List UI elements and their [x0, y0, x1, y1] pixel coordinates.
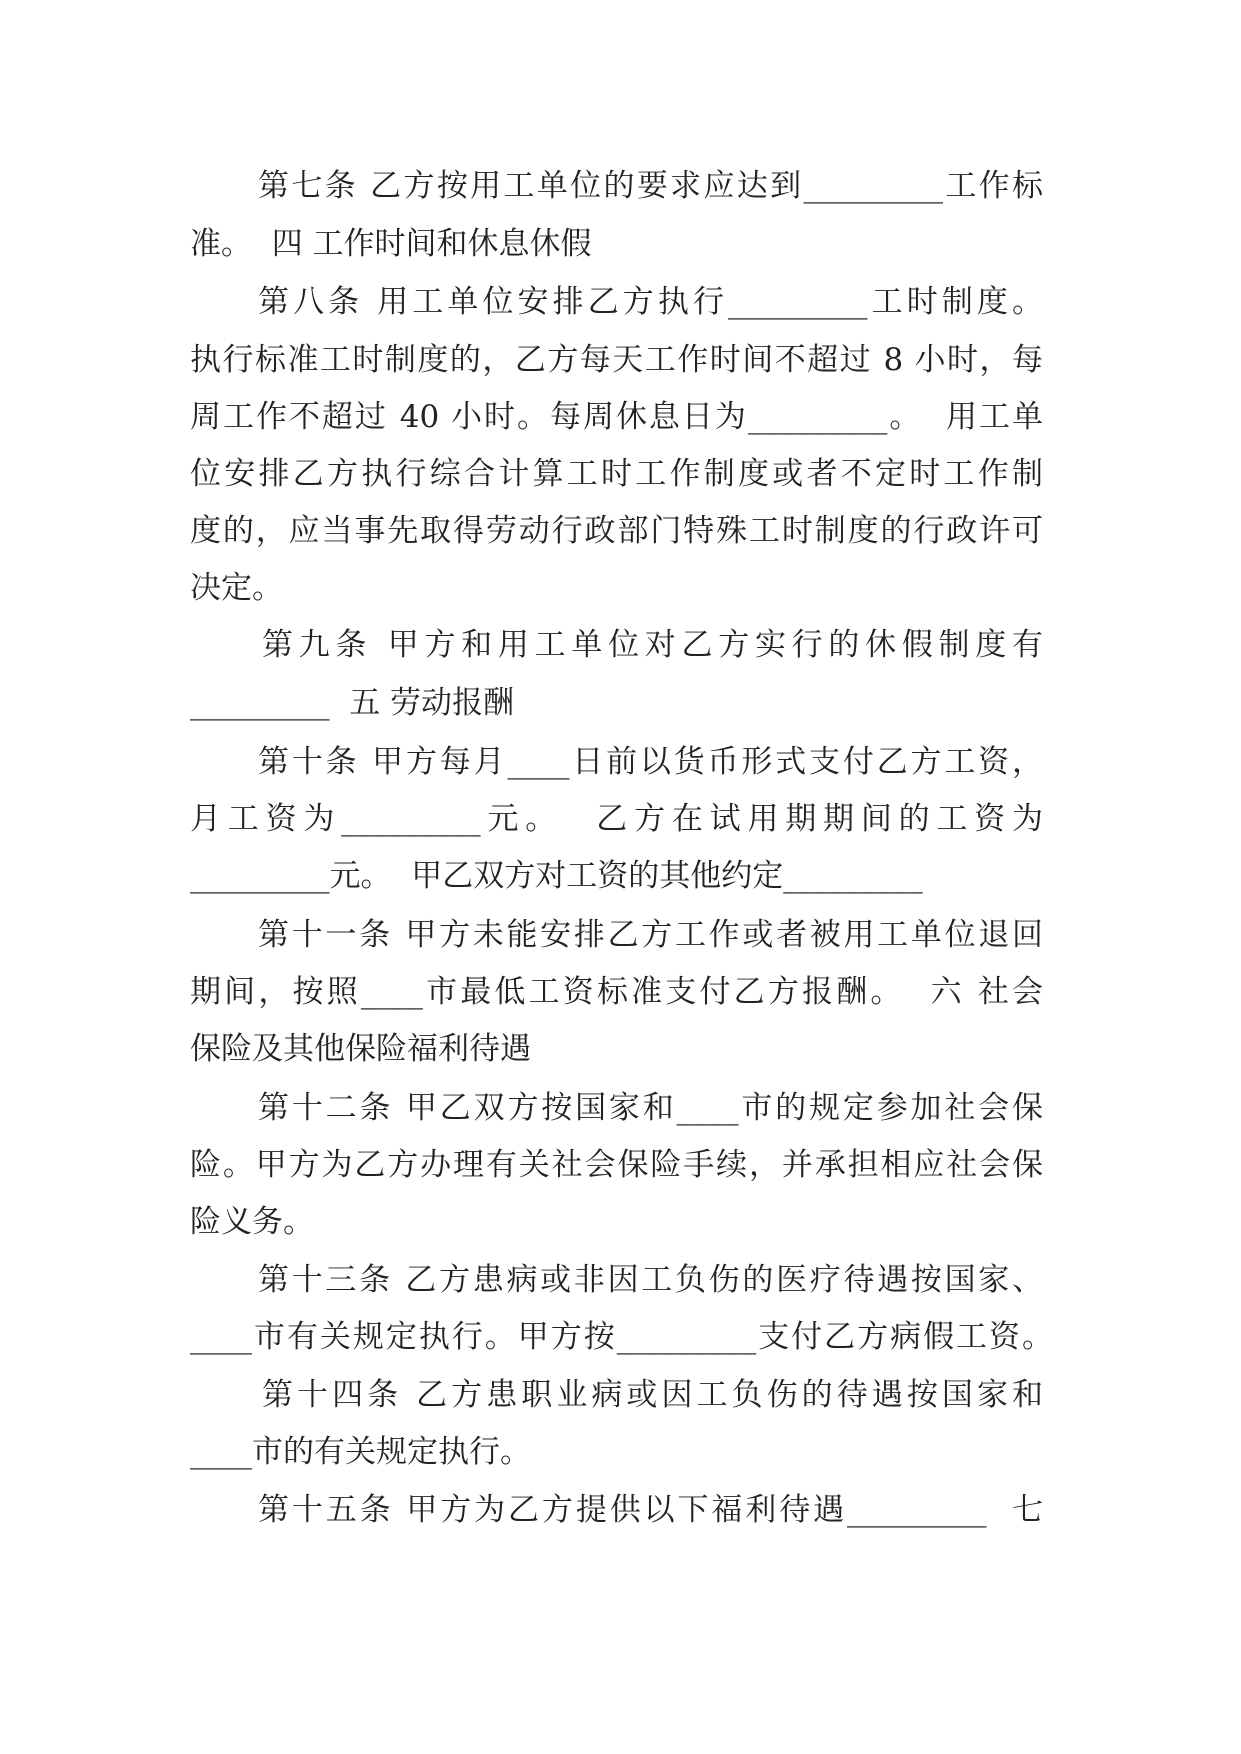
text-line: 第七条 乙方按用工单位的要求应达到_________工作标: [258, 168, 1043, 204]
text-line: 位安排乙方执行综合计算工时工作制度或者不定时工作制: [190, 456, 1043, 492]
text-line: 第九条 甲方和用工单位对乙方实行的休假制度有: [262, 627, 1043, 663]
text-line: 月工资为_________元。 乙方在试用期期间的工资为: [190, 801, 1043, 837]
text-line: 第十一条 甲方未能安排乙方工作或者被用工单位退回: [258, 917, 1043, 953]
text-line: 第十五条 甲方为乙方提供以下福利待遇_________ 七: [258, 1492, 1043, 1528]
text-line: ____市的有关规定执行。: [190, 1434, 531, 1470]
text-line: 第八条 用工单位安排乙方执行_________工时制度。: [258, 284, 1043, 320]
text-line: 周工作不超过 40 小时。每周休息日为_________。 用工单: [190, 399, 1043, 435]
text-line: _________ 五 劳动报酬: [190, 685, 515, 721]
text-line: 决定。: [190, 570, 283, 606]
text-line: 险义务。: [190, 1204, 314, 1240]
text-line: 准。 四 工作时间和休息休假: [190, 226, 592, 262]
text-line: 第十四条 乙方患职业病或因工负伤的待遇按国家和: [262, 1377, 1043, 1413]
text-line: 度的，应当事先取得劳动行政部门特殊工时制度的行政许可: [190, 513, 1043, 549]
text-line: 险。甲方为乙方办理有关社会保险手续，并承担相应社会保: [190, 1147, 1043, 1183]
text-line: 执行标准工时制度的，乙方每天工作时间不超过 8 小时，每: [190, 342, 1043, 378]
text-line: _________元。 甲乙双方对工资的其他约定_________: [190, 858, 923, 894]
text-line: 期间，按照____市最低工资标准支付乙方报酬。 六 社会: [190, 974, 1043, 1010]
text-line: 第十条 甲方每月____日前以货币形式支付乙方工资，: [258, 744, 1043, 780]
text-line: 保险及其他保险福利待遇: [190, 1031, 531, 1067]
text-line: 第十二条 甲乙双方按国家和____市的规定参加社会保: [258, 1090, 1043, 1126]
text-line: 第十三条 乙方患病或非因工负伤的医疗待遇按国家、: [258, 1262, 1043, 1298]
text-line: ____市有关规定执行。甲方按_________支付乙方病假工资。: [190, 1319, 1053, 1355]
